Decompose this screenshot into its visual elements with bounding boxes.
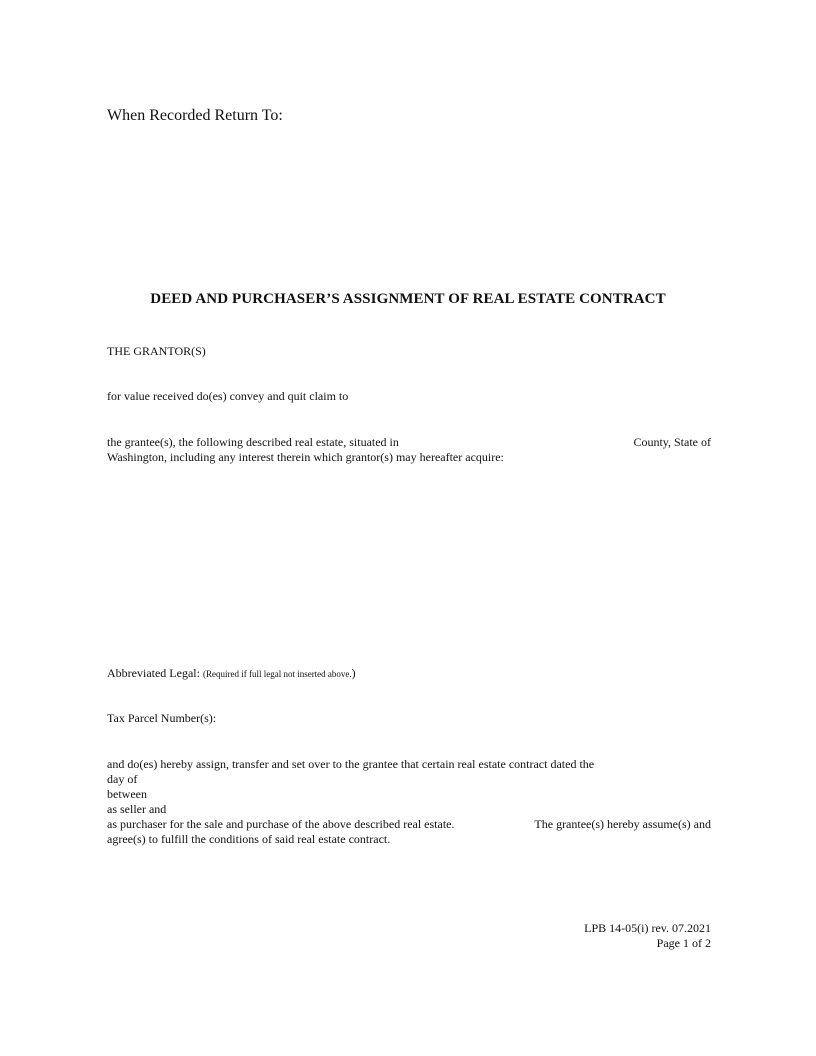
page-number: Page 1 of 2 (656, 936, 711, 950)
assignment-line-3: between (107, 787, 147, 801)
assignment-line-6: agree(s) to fulfill the conditions of said real estate contract. (107, 832, 391, 846)
abbreviated-legal-note: (Required if full legal not inserted above. (202, 669, 352, 679)
situated-paragraph (107, 435, 711, 465)
when-recorded-return-to-label: When Recorded Return To: (107, 107, 283, 124)
abbreviated-legal-close: ) (351, 666, 356, 680)
grantor-label: THE GRANTOR(S) (107, 344, 206, 358)
abbreviated-legal-label: Abbreviated Legal: (107, 666, 203, 680)
form-id: LPB 14-05(i) rev. 07.2021 (584, 921, 711, 935)
tax-parcel-label: Tax Parcel Number(s): (107, 711, 217, 725)
assignment-line-5-right: The grantee(s) hereby assume(s) and (534, 817, 711, 831)
situated-line-1 (107, 435, 711, 450)
page-footer (500, 921, 711, 951)
assignment-line-1: and do(es) hereby assign, transfer and set over to the grantee that certain real estate contract dated the (107, 757, 595, 771)
situated-line-1-left: the grantee(s), the following described real estate, situated in (107, 435, 399, 449)
situated-line-2: Washington, including any interest therein which grantor(s) may hereafter acquire: (107, 450, 504, 464)
document-title: DEED AND PURCHASER’S ASSIGNMENT OF REAL ESTATE CONTRACT (150, 291, 666, 307)
abbreviated-legal (107, 666, 356, 682)
assignment-line-5-left: as purchaser for the sale and purchase of the above described real estate. (107, 817, 455, 831)
assignment-line-5 (107, 817, 711, 832)
assignment-line-4: as seller and (107, 802, 167, 816)
situated-line-1-right: County, State of (633, 435, 711, 449)
assignment-line-2: day of (107, 772, 138, 786)
assignment-paragraph (107, 757, 711, 847)
convey-text: for value received do(es) convey and quit claim to (107, 389, 349, 403)
